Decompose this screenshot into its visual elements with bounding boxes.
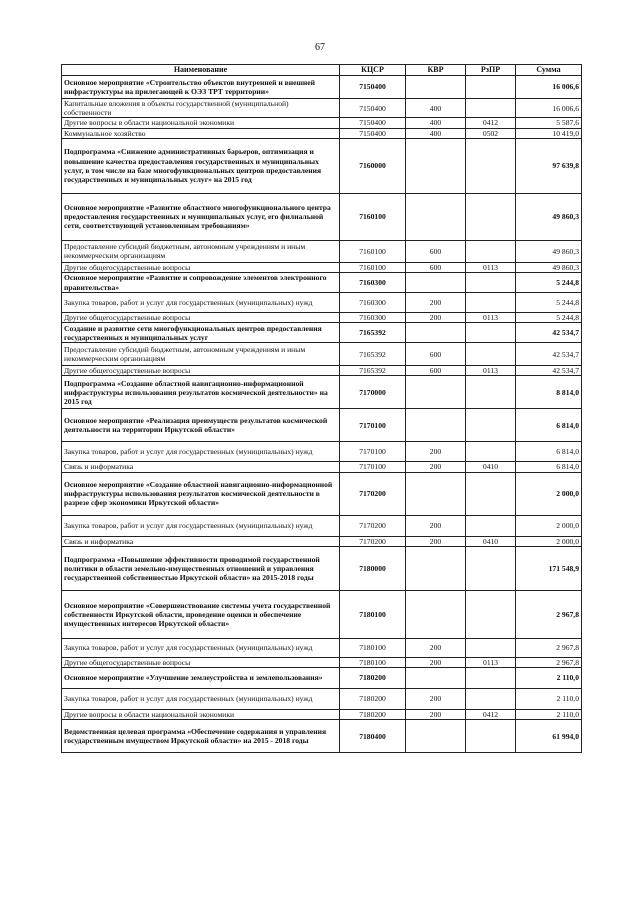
- table-row: [62, 657, 582, 667]
- row-rzpr-cell: [466, 590, 516, 638]
- row-name-cell: Связь и информатика: [62, 462, 340, 472]
- row-sum-cell: 49 860,3: [516, 193, 582, 240]
- row-kcsr-cell: 7170000: [340, 376, 406, 409]
- row-sum-cell: 6 814,0: [516, 442, 582, 462]
- row-name-cell: Другие вопросы в области национальной экономики: [62, 710, 340, 720]
- row-name-cell: Связь и информатика: [62, 536, 340, 546]
- row-rzpr-cell: 0113: [466, 313, 516, 323]
- row-kcsr-cell: 7160300: [340, 273, 406, 293]
- row-kcsr-cell: 7160300: [340, 293, 406, 313]
- row-rzpr-cell: 0412: [466, 118, 516, 128]
- row-rzpr-cell: [466, 323, 516, 343]
- row-kcsr-cell: 7180100: [340, 590, 406, 638]
- row-sum-cell: 2 000,0: [516, 536, 582, 546]
- row-name-cell: Коммунальное хозяйство: [62, 128, 340, 138]
- row-kcsr-cell: 7160100: [340, 193, 406, 240]
- row-kvr-cell: [406, 376, 466, 409]
- row-sum-cell: 2 967,8: [516, 638, 582, 657]
- row-sum-cell: 2 110,0: [516, 689, 582, 710]
- row-rzpr-cell: 0412: [466, 710, 516, 720]
- row-kcsr-cell: 7165392: [340, 323, 406, 343]
- row-sum-cell: 8 814,0: [516, 376, 582, 409]
- row-kvr-cell: [406, 409, 466, 442]
- row-kcsr-cell: 7170100: [340, 409, 406, 442]
- row-kvr-cell: [406, 193, 466, 240]
- header-sum: Сумма: [516, 65, 582, 76]
- row-name-cell: Предоставление субсидий бюджетным, автономным учреждениям и иным некоммерческим организациям: [62, 343, 340, 366]
- row-kvr-cell: [406, 668, 466, 689]
- row-kvr-cell: 200: [406, 638, 466, 657]
- row-name-cell: Создание и развитие сети многофункциональных центров предоставления государственных и муниципальных услуг: [62, 323, 340, 343]
- row-kcsr-cell: 7180200: [340, 689, 406, 710]
- table-row: [62, 689, 582, 710]
- row-kcsr-cell: 7165392: [340, 366, 406, 376]
- row-rzpr-cell: [466, 240, 516, 262]
- row-sum-cell: 5 244,8: [516, 313, 582, 323]
- row-name-cell: Закупка товаров, работ и услуг для государственных (муниципальных) нужд: [62, 689, 340, 710]
- row-name-cell: Предоставление субсидий бюджетным, автономным учреждениям и иным некоммерческим организациям: [62, 240, 340, 262]
- row-rzpr-cell: [466, 442, 516, 462]
- table-row: [62, 409, 582, 442]
- row-rzpr-cell: 0502: [466, 128, 516, 138]
- row-kcsr-cell: 7170100: [340, 442, 406, 462]
- row-kcsr-cell: 7170200: [340, 472, 406, 515]
- row-kvr-cell: [406, 472, 466, 515]
- table-row: [62, 472, 582, 515]
- row-rzpr-cell: [466, 668, 516, 689]
- row-name-cell: Основное мероприятие «Строительство объектов внутренней и внешней инфраструктуры на прилегающей к ОЭЗ ТРТ территории»: [62, 76, 340, 99]
- row-rzpr-cell: [466, 720, 516, 753]
- row-rzpr-cell: [466, 343, 516, 366]
- row-sum-cell: 42 534,7: [516, 343, 582, 366]
- row-name-cell: Закупка товаров, работ и услуг для государственных (муниципальных) нужд: [62, 638, 340, 657]
- table-row: [62, 76, 582, 99]
- row-rzpr-cell: 0113: [466, 262, 516, 272]
- row-sum-cell: 42 534,7: [516, 366, 582, 376]
- row-kvr-cell: [406, 138, 466, 193]
- row-kcsr-cell: 7180100: [340, 638, 406, 657]
- row-kcsr-cell: 7150400: [340, 118, 406, 128]
- row-kvr-cell: [406, 546, 466, 590]
- row-rzpr-cell: 0113: [466, 366, 516, 376]
- row-kvr-cell: 200: [406, 657, 466, 667]
- table-row: [62, 442, 582, 462]
- row-sum-cell: 16 006,6: [516, 99, 582, 118]
- row-kvr-cell: 600: [406, 366, 466, 376]
- row-sum-cell: 10 419,0: [516, 128, 582, 138]
- row-sum-cell: 16 006,6: [516, 76, 582, 99]
- row-rzpr-cell: [466, 546, 516, 590]
- row-name-cell: Основное мероприятие «Создание областной навигационно-информационной инфраструктуры использования результатов космической деятельности в разрезе сфер экономики Иркутской области»: [62, 472, 340, 515]
- row-name-cell: Подпрограмма «Повышение эффективности проводимой государственной политики в области земельно-имущественных отношений и управления государственной собственностью Иркутской области» на 2015-2018 годы: [62, 546, 340, 590]
- row-name-cell: Подпрограмма «Создание областной навигационно-информационной инфраструктуры использования результатов космической деятельности» на 2015 год: [62, 376, 340, 409]
- row-name-cell: Основное мероприятие «Совершенствование системы учета государственной собственности Иркутской области, проведение оценки и обеспечение имущественных интересов Иркутской области»: [62, 590, 340, 638]
- table-row: [62, 366, 582, 376]
- row-name-cell: Основное мероприятие «Развитие и сопровождение элементов электронного правительства»: [62, 273, 340, 293]
- row-rzpr-cell: 0113: [466, 657, 516, 667]
- row-kvr-cell: [406, 323, 466, 343]
- row-kcsr-cell: 7180000: [340, 546, 406, 590]
- row-sum-cell: 49 860,3: [516, 262, 582, 272]
- header-rzpr: РзПР: [466, 65, 516, 76]
- row-rzpr-cell: [466, 689, 516, 710]
- row-name-cell: Другие общегосударственные вопросы: [62, 262, 340, 272]
- row-kvr-cell: 200: [406, 515, 466, 536]
- header-kcsr: КЦСР: [340, 65, 406, 76]
- row-kcsr-cell: 7180200: [340, 668, 406, 689]
- table-row: [62, 240, 582, 262]
- row-kvr-cell: 600: [406, 262, 466, 272]
- row-kcsr-cell: 7180200: [340, 710, 406, 720]
- row-sum-cell: 6 814,0: [516, 462, 582, 472]
- table-row: [62, 193, 582, 240]
- table-row: [62, 668, 582, 689]
- row-rzpr-cell: [466, 273, 516, 293]
- row-kvr-cell: 400: [406, 128, 466, 138]
- row-name-cell: Подпрограмма «Снижение административных барьеров, оптимизация и повышение качества предоставления государственных и муниципальных услуг, в том числе на базе многофункциональных центров предоставления государственных и муниципальных услуг» на 2015 год: [62, 138, 340, 193]
- row-rzpr-cell: [466, 376, 516, 409]
- row-sum-cell: 2 967,8: [516, 657, 582, 667]
- table-row: [62, 118, 582, 128]
- row-kcsr-cell: 7170100: [340, 462, 406, 472]
- row-kcsr-cell: 7170200: [340, 515, 406, 536]
- row-sum-cell: 49 860,3: [516, 240, 582, 262]
- row-rzpr-cell: [466, 193, 516, 240]
- row-name-cell: Капитальные вложения в объекты государственной (муниципальной) собственности: [62, 99, 340, 118]
- header-kvr: КВР: [406, 65, 466, 76]
- header-name: Наименование: [62, 65, 340, 76]
- row-kcsr-cell: 7160000: [340, 138, 406, 193]
- row-sum-cell: 2 000,0: [516, 472, 582, 515]
- row-rzpr-cell: [466, 138, 516, 193]
- row-name-cell: Закупка товаров, работ и услуг для государственных (муниципальных) нужд: [62, 293, 340, 313]
- table-row: [62, 720, 582, 753]
- row-kvr-cell: 200: [406, 689, 466, 710]
- row-kvr-cell: 600: [406, 240, 466, 262]
- table-row: [62, 293, 582, 313]
- row-kcsr-cell: 7160100: [340, 240, 406, 262]
- row-name-cell: Закупка товаров, работ и услуг для государственных (муниципальных) нужд: [62, 442, 340, 462]
- row-rzpr-cell: [466, 76, 516, 99]
- row-sum-cell: 2 000,0: [516, 515, 582, 536]
- row-kcsr-cell: 7180100: [340, 657, 406, 667]
- table-row: [62, 376, 582, 409]
- row-kcsr-cell: 7180400: [340, 720, 406, 753]
- table-header-row: [62, 65, 582, 76]
- row-rzpr-cell: 0410: [466, 536, 516, 546]
- table-row: [62, 343, 582, 366]
- row-kcsr-cell: 7150400: [340, 76, 406, 99]
- table-row: [62, 262, 582, 272]
- row-kvr-cell: 400: [406, 99, 466, 118]
- row-sum-cell: 61 994,0: [516, 720, 582, 753]
- row-rzpr-cell: [466, 638, 516, 657]
- row-kcsr-cell: 7170200: [340, 536, 406, 546]
- row-rzpr-cell: [466, 472, 516, 515]
- row-name-cell: Другие вопросы в области национальной экономики: [62, 118, 340, 128]
- table-row: [62, 273, 582, 293]
- row-name-cell: Другие общегосударственные вопросы: [62, 313, 340, 323]
- row-kcsr-cell: 7165392: [340, 343, 406, 366]
- row-sum-cell: 2 110,0: [516, 668, 582, 689]
- table-row: [62, 546, 582, 590]
- row-rzpr-cell: [466, 293, 516, 313]
- row-kvr-cell: [406, 76, 466, 99]
- table-row: [62, 323, 582, 343]
- row-sum-cell: 2 967,8: [516, 590, 582, 638]
- row-kvr-cell: [406, 720, 466, 753]
- row-name-cell: Закупка товаров, работ и услуг для государственных (муниципальных) нужд: [62, 515, 340, 536]
- row-kvr-cell: [406, 273, 466, 293]
- row-name-cell: Ведомственная целевая программа «Обеспечение содержания и управления государственным имуществом Иркутской области» на 2015 - 2018 годы: [62, 720, 340, 753]
- row-name-cell: Основное мероприятие «Реализация преимуществ результатов космической деятельности на территории Иркутской области»: [62, 409, 340, 442]
- row-rzpr-cell: [466, 515, 516, 536]
- row-kvr-cell: 200: [406, 313, 466, 323]
- table-row: [62, 710, 582, 720]
- table-row: [62, 638, 582, 657]
- row-sum-cell: 5 587,6: [516, 118, 582, 128]
- budget-table: [61, 64, 582, 753]
- row-name-cell: Основное мероприятие «Улучшение землеустройства и землепользования»: [62, 668, 340, 689]
- row-sum-cell: 97 639,8: [516, 138, 582, 193]
- row-kvr-cell: 200: [406, 536, 466, 546]
- table-row: [62, 128, 582, 138]
- table-row: [62, 590, 582, 638]
- row-sum-cell: 5 244,8: [516, 293, 582, 313]
- row-kvr-cell: [406, 590, 466, 638]
- row-kvr-cell: 200: [406, 710, 466, 720]
- row-kvr-cell: 600: [406, 343, 466, 366]
- row-name-cell: Другие общегосударственные вопросы: [62, 657, 340, 667]
- table-row: [62, 313, 582, 323]
- page-number: 67: [315, 42, 325, 53]
- table-row: [62, 536, 582, 546]
- row-name-cell: Другие общегосударственные вопросы: [62, 366, 340, 376]
- row-sum-cell: 42 534,7: [516, 323, 582, 343]
- row-rzpr-cell: [466, 409, 516, 442]
- table-row: [62, 138, 582, 193]
- row-kvr-cell: 200: [406, 293, 466, 313]
- row-sum-cell: 6 814,0: [516, 409, 582, 442]
- row-kcsr-cell: 7160300: [340, 313, 406, 323]
- row-kcsr-cell: 7160100: [340, 262, 406, 272]
- row-rzpr-cell: [466, 99, 516, 118]
- row-kcsr-cell: 7150400: [340, 128, 406, 138]
- row-kvr-cell: 200: [406, 442, 466, 462]
- table-row: [62, 515, 582, 536]
- table-row: [62, 462, 582, 472]
- row-sum-cell: 5 244,8: [516, 273, 582, 293]
- row-sum-cell: 2 110,0: [516, 710, 582, 720]
- row-name-cell: Основное мероприятие «Развитие областного многофункционального центра предоставления государственных и муниципальных услуг, его филиальной сети, соответствующей установленным требованиям»: [62, 193, 340, 240]
- row-kvr-cell: 200: [406, 462, 466, 472]
- row-kcsr-cell: 7150400: [340, 99, 406, 118]
- table-row: [62, 99, 582, 118]
- row-sum-cell: 171 548,9: [516, 546, 582, 590]
- row-kvr-cell: 400: [406, 118, 466, 128]
- row-rzpr-cell: 0410: [466, 462, 516, 472]
